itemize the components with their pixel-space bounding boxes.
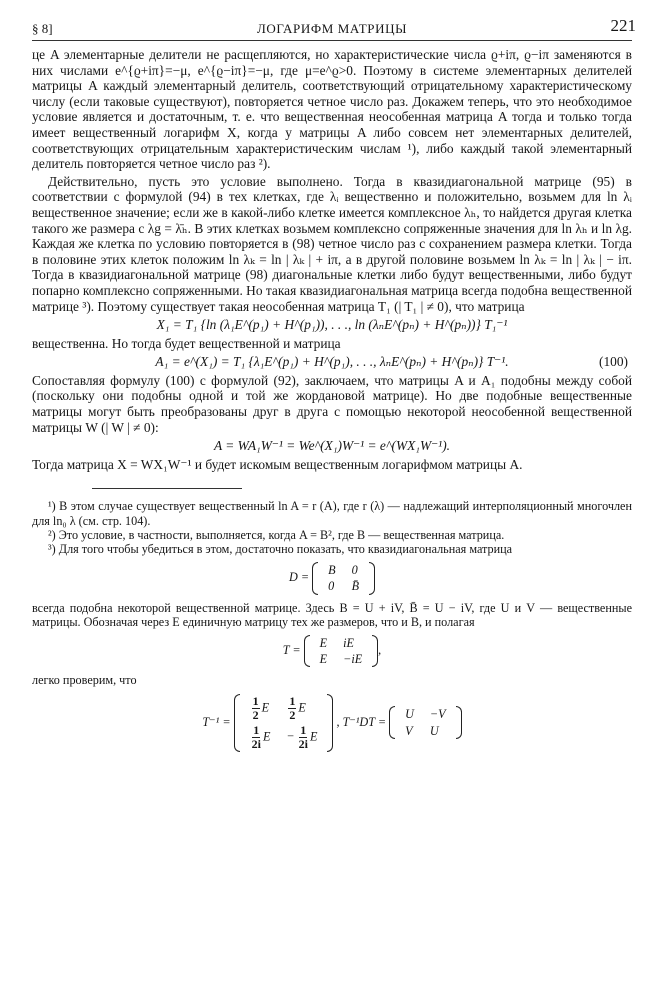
footnote-2: ²) Это условие, в частности, выполняется, когда A = B², где B — вещественная матрица. [48, 527, 505, 542]
matrix-cell: E [261, 699, 270, 714]
header-rule [32, 40, 632, 41]
equation-number: (100) [598, 354, 628, 370]
matrix-cell: −iE [343, 652, 363, 667]
fraction [299, 724, 308, 751]
equation-tinv [32, 694, 632, 752]
matrix-cell: U [405, 707, 414, 722]
matrix-cell: E [319, 652, 328, 667]
matrix-cell: iE [343, 636, 354, 651]
page-number: 221 [610, 16, 636, 35]
equation-a-w: A = WA₁W⁻¹ = We^(X₁)W⁻¹ = e^(WX₁W⁻¹). [213, 438, 450, 454]
paragraph-5: Тогда матрица X = WX₁W⁻¹ и будет искомым вещественным логарифмом матрицы A. [32, 456, 523, 472]
running-header [32, 16, 636, 41]
equation-x1: X₁ = T₁ {ln (λ₁E^(p₁) + H^(p₁)), . . ., ln (λₙE^(pₙ) + H^(pₙ))} T₁⁻¹ [156, 317, 508, 333]
t-label: T = [282, 643, 301, 658]
equation-100 [32, 354, 632, 370]
numerator: 1 [289, 693, 296, 708]
paragraph-4: Сопоставляя формулу (100) с формулой (92), заключаем, что матрицы A и A₁ подобны между собой (поскольку они подобны одной и той же жордановой матрице). Но две подобные вещественные матрицы могут быть преобразованы друг в друга с помощью некоторой неособенной вещественной матрицы W (| W | ≠ 0): [32, 372, 632, 435]
matrix-cell: 0 [328, 579, 335, 594]
minus-sign: − [286, 728, 295, 743]
t-matrix [304, 635, 379, 667]
numerator: 1 [253, 722, 260, 737]
denominator: 2 [289, 707, 296, 722]
equation-d [32, 562, 632, 594]
matrix-cell: −V [429, 707, 446, 722]
section-marker: § 8] [32, 21, 53, 36]
denominator: 2i [298, 736, 308, 751]
fraction [288, 695, 296, 722]
numerator: 1 [252, 693, 259, 708]
footnote-3-end: легко проверим, что [32, 673, 137, 688]
numerator: 1 [300, 722, 307, 737]
tinv-label: T⁻¹ = [202, 714, 231, 729]
matrix-cell: E [298, 699, 306, 714]
matrix-cell: B [328, 563, 336, 578]
d-label: D = [288, 570, 310, 585]
matrix-cell: E [262, 728, 271, 743]
footnotes [32, 499, 632, 751]
tdt-label: , T⁻¹DT = [336, 714, 387, 729]
footnote-3-continued: всегда подобна некоторой вещественной матрице. Здесь B = U + iV, B̄ = U − iV, где U и V — вещественные матрицы. Обозначая через E единичную матрицу тех же размеров, что и B, и полагая [32, 600, 632, 629]
paragraph-2: Действительно, пусть это условие выполнено. Тогда в квазидиагональной матрице (95) в соответствии с формулой (94) в тех клетках, где λᵢ вещественно и положительно, возьмем для ln λᵢ вещественное значение; если же в какой-либо клетке имеется комплексное λₕ, то найдется другая клетка такого же размера с λg = λ̄ₕ. В этих клетках возьмем комплексно сопряженные значения для ln λₕ и ln λg. Каждая же клетка по условию повторяется в (98) четное число раз с сохранением размера клетки. Тогда в половине этих клеток положим ln λₖ = ln | λₖ | + iπ, а в другой половине возьмем ln λₖ = ln | λₖ | − iπ. Тогда в квазидиагональной матрице (98) диагональные клетки либо будут вещественными, либо будут попарно комплексно сопряженными. Но такая квазидиагональная матрица всегда подобна вещественной матрице ³). Поэтому существует такая неособенная матрица T₁ (| T₁ | ≠ 0), что матрица [32, 173, 632, 314]
page-body [32, 47, 632, 758]
equation-a1: A₁ = e^(X₁) = T₁ {λ₁E^(p₁) + H^(p₁), . . ., λₙE^(pₙ) + H^(pₙ)} T⁻¹. [155, 354, 509, 370]
denominator: 2 [252, 707, 259, 722]
paragraph-1: це A элементарные делители не расщепляются, но характеристические числа ϱ+iπ, ϱ−iπ заменяются в них числами e^{ϱ+iπ}=−μ, e^{ϱ−iπ}=−μ, где μ=e^ϱ>0. Поэтому в системе элементарных делителей матрицы A каждый элементарный делитель, соответствующий отрицательному характеристическому числу (если таковые существуют), повторяется четное число раз. Докажем теперь, что это необходимое условие является и достаточным, т. е. что вещественная неособенная матрица A тогда и только тогда имеет вещественный логарифм X, когда у матрицы A либо совсем нет элементарных делителей, соответствующих отрицательным характеристическим числам ¹), либо каждый такой элементарный делитель повторяется четное число раз ²). [32, 47, 632, 172]
footnote-3: ³) Для того чтобы убедиться в этом, достаточно показать, что квазидиагональная матрица [48, 542, 513, 557]
fraction [252, 724, 261, 751]
footnote-1: ¹) В этом случае существует вещественный ln A = r (A), где r (λ) — надлежащий интерполяционный многочлен для ln₀ λ (см. стр. 104). [32, 499, 632, 528]
paragraph-3: вещественна. Но тогда будет вещественной и матрица [32, 335, 341, 351]
equation-t: T = E iE E −iE , [282, 636, 382, 667]
matrix-cell: V [405, 723, 413, 738]
tinv-matrix [234, 694, 334, 752]
matrix-cell: 0 [351, 563, 358, 578]
fraction [252, 695, 260, 722]
matrix-cell: U [429, 723, 439, 738]
matrix-cell: E [309, 728, 318, 743]
tdt-matrix [389, 706, 461, 738]
d-matrix [312, 562, 375, 594]
matrix-cell: B̄ [351, 579, 360, 594]
chapter-title: ЛОГАРИФМ МАТРИЦЫ [256, 21, 408, 36]
footnote-rule [92, 488, 242, 489]
matrix-cell: E [319, 636, 328, 651]
denominator: 2i [251, 736, 261, 751]
